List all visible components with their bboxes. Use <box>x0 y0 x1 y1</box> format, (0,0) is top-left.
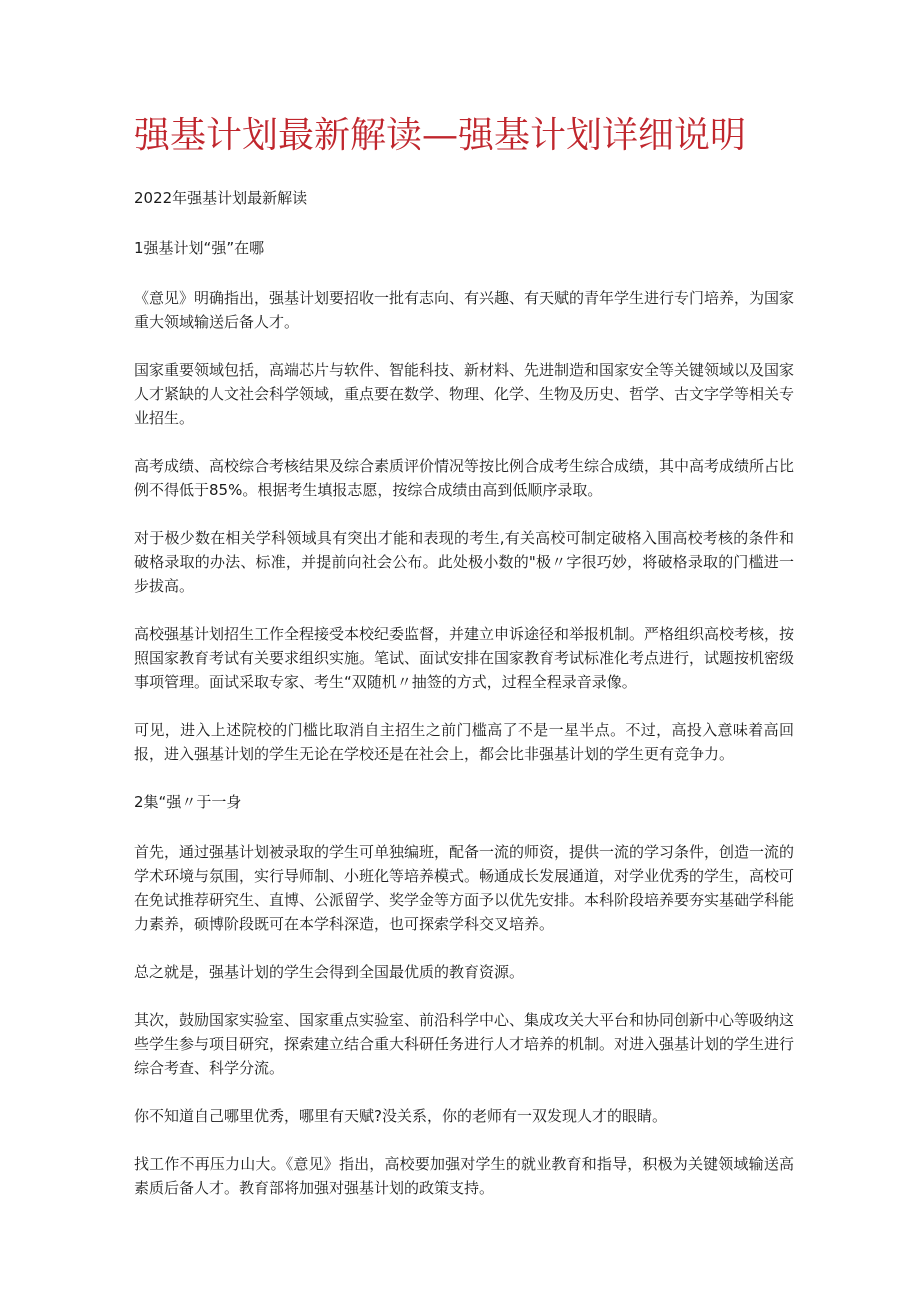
section-heading-1: 1强基计划“强”在哪 <box>134 239 265 257</box>
section-heading-2: 2集“强〃于一身 <box>134 793 242 811</box>
document-title: 强基计划最新解读—强基计划详细说明 <box>134 115 747 156</box>
body-paragraph: 找工作不再压力山大。《意见》指出，高校要加强对学生的就业教育和指导，积极为关键领域输送高素质后备人才。教育部将加强对强基计划的政策支持。 <box>134 1155 794 1197</box>
body-paragraph: 首先，通过强基计划被录取的学生可单独编班，配备一流的师资，提供一流的学习条件，创造一流的学术环境与氛围，实行导师制、小班化等培养模式。畅通成长发展通道，对学业优秀的学生，高校可在免试推荐研究生、直博、公派留学、奖学金等方面予以优先安排。本科阶段培养要夯实基础学科能力素养，硕博阶段既可在本学科深造，也可探索学科交叉培养。 <box>134 843 795 933</box>
body-paragraph: 《意见》明确指出，强基计划要招收一批有志向、有兴趣、有天赋的青年学生进行专门培养，为国家重大领域输送后备人才。 <box>134 289 795 331</box>
body-paragraph: 对于极少数在相关学科领域具有突出才能和表现的考生,有关高校可制定破格入围高校考核的条件和破格录取的办法、标准，并提前向社会公布。此处极小数的"极〃字很巧妙，将破格录取的门槛进一步拔高。 <box>134 529 794 595</box>
document-body <box>134 186 794 1224</box>
body-paragraph: 你不知道自己哪里优秀，哪里有天赋?没关系，你的老师有一双发现人才的眼睛。 <box>134 1107 667 1125</box>
body-paragraph: 可见，进入上述院校的门槛比取消自主招生之前门槛高了不是一星半点。不过，高投入意味着高回报，进入强基计划的学生无论在学校还是在社会上，都会比非强基计划的学生更有竞争力。 <box>134 721 794 763</box>
body-paragraph: 总之就是，强基计划的学生会得到全国最优质的教育资源。 <box>134 963 525 981</box>
body-paragraph: 高校强基计划招生工作全程接受本校纪委监督，并建立申诉途径和举报机制。严格组织高校考核，按照国家教育考试有关要求组织实施。笔试、面试安排在国家教育考试标准化考点进行，试题按机密级事项管理。面试采取专家、考生“双随机〃抽签的方式，过程全程录音录像。 <box>134 625 795 691</box>
body-paragraph: 其次，鼓励国家实验室、国家重点实验室、前沿科学中心、集成攻关大平台和协同创新中心等吸纳这些学生参与项目研究，探索建立结合重大科研任务进行人才培养的机制。对进入强基计划的学生进行综合考查、科学分流。 <box>134 1011 795 1077</box>
subtitle-paragraph: 2022年强基计划最新解读 <box>134 189 308 207</box>
body-paragraph: 高考成绩、高校综合考核结果及综合素质评价情况等按比例合成考生综合成绩，其中高考成绩所占比例不得低于85%。根据考生填报志愿，按综合成绩由高到低顺序录取。 <box>134 457 795 499</box>
body-paragraph: 国家重要领域包括，高端芯片与软件、智能科技、新材料、先进制造和国家安全等关键领域以及国家人才紧缺的人文社会科学领域，重点要在数学、物理、化学、生物及历史、哲学、古文字学等相关专业招生。 <box>134 361 795 427</box>
